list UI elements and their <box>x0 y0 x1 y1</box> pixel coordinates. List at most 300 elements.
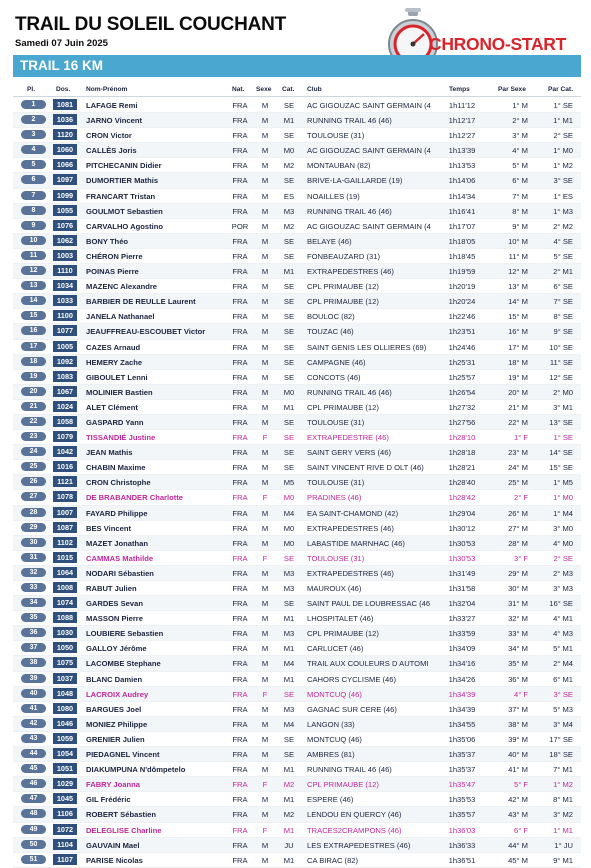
cell-pl: 34 <box>21 598 46 607</box>
cell-pcat: 3° M3 <box>553 584 573 593</box>
cell-nat: FRA <box>232 236 248 246</box>
cell-cat: M1 <box>283 267 295 277</box>
cell-nom: POINAS Pierre <box>86 267 139 277</box>
cell-dos: 1078 <box>53 491 77 502</box>
cell-pcat: 18° SE <box>549 750 573 760</box>
cell-nom: PARISE Nicolas <box>86 855 143 865</box>
cell-cat: M2 <box>283 161 295 171</box>
table-row <box>13 173 581 188</box>
cell-psexe: 26° M <box>508 508 528 518</box>
column-header-par-sexe: Par Sexe <box>498 86 526 93</box>
cell-cat: SE <box>283 463 295 473</box>
cell-nom: JARNO Vincent <box>86 116 142 126</box>
column-header-pl: Pl. <box>27 86 36 93</box>
cell-dos: 1003 <box>53 250 77 261</box>
cell-temps: 1h13'53 <box>448 161 476 171</box>
cell-club: TOULOUSE (31) <box>307 478 365 488</box>
cell-club: TOULOUSE (31) <box>307 131 365 141</box>
cell-nat: FRA <box>232 146 248 156</box>
cell-sexe: M <box>261 146 269 156</box>
cell-nom: MAZENC Alexandre <box>86 282 158 292</box>
cell-nat: FRA <box>232 297 248 307</box>
table-row <box>13 656 581 671</box>
cell-nom: LAFAGE Remi <box>86 101 138 110</box>
table-row <box>13 717 581 732</box>
cell-club: RUNNING TRAIL 46 (46) <box>307 765 392 775</box>
cell-club: AC GIGOUZAC SAINT GERMAIN (4 <box>307 146 431 156</box>
table-row <box>13 475 581 490</box>
cell-psexe: 43° M <box>508 810 528 820</box>
cell-nom: LACOMBE Stephane <box>86 659 161 669</box>
cell-nat: FRA <box>232 825 248 835</box>
cell-pl: 29 <box>21 523 46 532</box>
cell-pcat: 17° SE <box>549 734 573 744</box>
cell-sexe: M <box>261 523 269 533</box>
cell-sexe: M <box>261 357 269 367</box>
cell-pcat: 3° M2 <box>553 810 573 820</box>
cell-temps: 1h34'09 <box>448 644 476 654</box>
cell-nom: BARBIER DE REULLE Laurent <box>86 297 196 307</box>
cell-cat: SE <box>283 342 295 352</box>
cell-nom: JANELA Nathanael <box>86 312 155 322</box>
cell-psexe: 32° M <box>508 614 528 624</box>
table-row <box>13 249 581 264</box>
cell-dos: 1079 <box>53 431 77 442</box>
cell-temps: 1h27'32 <box>448 402 476 412</box>
cell-nom: GIL Frédéric <box>86 795 131 805</box>
cell-dos: 1099 <box>53 190 77 201</box>
cell-pcat: 3° M0 <box>553 523 573 533</box>
cell-temps: 1h11'12 <box>448 101 476 110</box>
cell-pcat: 2° SE <box>553 553 573 563</box>
cell-club: FONBEAUZARD (31) <box>307 251 380 261</box>
cell-pl: 6 <box>21 175 46 184</box>
column-header-dos: Dos. <box>56 86 71 93</box>
table-row <box>13 385 581 400</box>
cell-pcat: 1° SE <box>553 101 573 110</box>
cell-pl: 15 <box>21 311 46 320</box>
cell-psexe: 33° M <box>508 629 528 639</box>
cell-nat: FRA <box>232 734 248 744</box>
cell-pl: 37 <box>21 643 46 652</box>
cell-dos: 1046 <box>53 718 77 729</box>
cell-pcat: 8° M1 <box>553 795 573 805</box>
cell-pcat: 6° SE <box>553 282 573 292</box>
cell-cat: JU <box>284 840 294 850</box>
cell-temps: 1h28'18 <box>448 448 476 458</box>
cell-temps: 1h28'42 <box>448 493 476 503</box>
cell-club: CPL PRIMAUBE (12) <box>307 402 379 412</box>
cell-psexe: 6° M <box>512 176 528 186</box>
cell-sexe: M <box>261 417 269 427</box>
cell-cat: M4 <box>283 659 295 669</box>
table-row <box>13 234 581 249</box>
cell-sexe: M <box>261 629 269 639</box>
table-row <box>13 158 581 173</box>
cell-dos: 1072 <box>53 824 77 835</box>
cell-club: LANGON (33) <box>307 719 355 729</box>
cell-club: CPL PRIMAUBE (12) <box>307 780 379 790</box>
cell-pcat: 4° M1 <box>553 614 573 624</box>
cell-temps: 1h12'17 <box>448 116 476 126</box>
cell-pl: 12 <box>21 266 46 275</box>
cell-cat: M3 <box>283 206 295 216</box>
cell-club: CA BIRAC (82) <box>307 855 359 865</box>
cell-cat: M3 <box>283 568 295 578</box>
cell-pl: 43 <box>21 734 46 743</box>
cell-pl: 28 <box>21 508 46 517</box>
table-row <box>13 460 581 475</box>
cell-dos: 1087 <box>53 522 77 533</box>
column-header-cat: Cat. <box>282 86 295 93</box>
cell-sexe: M <box>261 795 269 805</box>
cell-club: TOUZAC (46) <box>307 327 354 337</box>
cell-pcat: 3° SE <box>553 176 573 186</box>
cell-nat: FRA <box>232 267 248 277</box>
cell-psexe: 3° F <box>513 553 528 563</box>
cell-sexe: M <box>261 267 269 277</box>
cell-nom: CAZES Arnaud <box>86 342 141 352</box>
cell-sexe: M <box>261 191 269 201</box>
cell-pcat: 16° SE <box>549 599 573 609</box>
cell-temps: 1h27'56 <box>448 417 476 427</box>
cell-temps: 1h35'53 <box>448 795 476 805</box>
cell-pcat: 2° M1 <box>553 267 573 277</box>
results-table <box>13 98 581 868</box>
cell-nom: MASSON Pierre <box>86 614 143 624</box>
cell-pcat: 4° M0 <box>553 538 573 548</box>
cell-pl: 36 <box>21 628 46 637</box>
cell-temps: 1h33'27 <box>448 614 476 624</box>
cell-club: BRIVE-LA-GAILLARDE (19) <box>307 176 403 186</box>
cell-club: RUNNING TRAIL 46 (46) <box>307 116 392 126</box>
table-row <box>13 128 581 143</box>
cell-cat: SE <box>283 689 295 699</box>
cell-nom: GAUVAIN Mael <box>86 840 140 850</box>
cell-club: BOULOC (82) <box>307 312 355 322</box>
column-header-nom: Nom-Prénom <box>86 86 128 93</box>
cell-temps: 1h29'04 <box>448 508 476 518</box>
cell-pl: 49 <box>21 825 46 834</box>
cell-nat: FRA <box>232 131 248 141</box>
cell-cat: M0 <box>283 538 295 548</box>
cell-pcat: 5° SE <box>553 251 573 261</box>
cell-temps: 1h19'59 <box>448 267 476 277</box>
cell-pcat: 9° SE <box>553 327 573 337</box>
cell-nom: RABUT Julien <box>86 584 137 593</box>
cell-sexe: M <box>261 251 269 261</box>
table-row <box>13 687 581 702</box>
cell-nom: DIAKUMPUNA N'dômpetelo <box>86 765 186 775</box>
cell-nat: FRA <box>232 795 248 805</box>
cell-pcat: 9° M1 <box>553 855 573 865</box>
cell-pcat: 1° M0 <box>553 146 573 156</box>
cell-cat: SE <box>283 750 295 760</box>
cell-cat: M1 <box>283 116 295 126</box>
cell-dos: 1097 <box>53 174 77 185</box>
table-row <box>13 626 581 641</box>
cell-cat: M1 <box>283 614 295 624</box>
cell-sexe: F <box>262 493 268 503</box>
cell-nat: FRA <box>232 357 248 367</box>
cell-nom: PIEDAGNEL Vincent <box>86 750 160 760</box>
cell-pl: 3 <box>21 130 46 139</box>
cell-dos: 1088 <box>53 612 77 623</box>
cell-psexe: 29° M <box>508 568 528 578</box>
cell-pl: 27 <box>21 492 46 501</box>
cell-nom: BARGUES Joel <box>86 704 142 714</box>
cell-club: TRAIL AUX COULEURS D AUTOMI <box>307 659 429 669</box>
table-row <box>13 415 581 430</box>
cell-sexe: M <box>261 719 269 729</box>
cell-pl: 17 <box>21 342 46 351</box>
cell-nom: GASPARD Yann <box>86 417 144 427</box>
table-row <box>13 823 581 838</box>
cell-sexe: M <box>261 674 269 684</box>
cell-sexe: M <box>261 644 269 654</box>
cell-dos: 1104 <box>53 839 77 850</box>
cell-cat: SE <box>283 734 295 744</box>
column-header-club: Club <box>307 86 322 93</box>
cell-temps: 1h34'39 <box>448 704 476 714</box>
cell-temps: 1h17'07 <box>448 221 476 231</box>
cell-pl: 40 <box>21 689 46 698</box>
cell-temps: 1h34'26 <box>448 674 476 684</box>
cell-nat: FRA <box>232 101 248 110</box>
cell-nom: DELEGLISE Charline <box>86 825 162 835</box>
table-row <box>13 445 581 460</box>
cell-club: AC GIGOUZAC SAINT GERMAIN (4 <box>307 101 431 110</box>
cell-club: EXTRAPEDESTRES (46) <box>307 267 394 277</box>
cell-nom: NODARI Sébastien <box>86 568 154 578</box>
cell-sexe: M <box>261 312 269 322</box>
cell-pl: 2 <box>21 115 46 124</box>
cell-nat: FRA <box>232 312 248 322</box>
cell-dos: 1042 <box>53 446 77 457</box>
cell-nom: CRON Christophe <box>86 478 151 488</box>
cell-club: EXTRAPEDESTRE (46) <box>307 433 389 443</box>
cell-temps: 1h20'19 <box>448 282 476 292</box>
cell-pl: 4 <box>21 145 46 154</box>
cell-pl: 25 <box>21 462 46 471</box>
cell-dos: 1120 <box>53 129 77 140</box>
cell-nom: GOULMOT Sebastien <box>86 206 163 216</box>
cell-club: MONTCUQ (46) <box>307 689 362 699</box>
cell-dos: 1005 <box>53 341 77 352</box>
cell-psexe: 3° M <box>512 131 528 141</box>
cell-sexe: M <box>261 463 269 473</box>
cell-psexe: 24° M <box>508 463 528 473</box>
cell-pcat: 2° M2 <box>553 221 573 231</box>
cell-pl: 16 <box>21 326 46 335</box>
cell-nom: PITCHECANIN Didier <box>86 161 162 171</box>
cell-nom: DUMORTIER Mathis <box>86 176 159 186</box>
table-row <box>13 777 581 792</box>
cell-pcat: 1° JU <box>554 840 573 850</box>
cell-dos: 1077 <box>53 325 77 336</box>
table-row <box>13 702 581 717</box>
event-date: Samedi 07 Juin 2025 <box>15 38 108 49</box>
column-header-nat: Nat. <box>232 86 245 93</box>
cell-nat: FRA <box>232 750 248 760</box>
race-banner <box>13 55 581 77</box>
cell-dos: 1050 <box>53 642 77 653</box>
cell-temps: 1h30'53 <box>448 538 476 548</box>
cell-cat: SE <box>283 251 295 261</box>
table-row <box>13 566 581 581</box>
cell-nom: GRENIER Julien <box>86 734 145 744</box>
cell-club: TOULOUSE (31) <box>307 417 365 427</box>
table-row <box>13 596 581 611</box>
cell-dos: 1036 <box>53 114 77 125</box>
cell-dos: 1033 <box>53 295 77 306</box>
cell-dos: 1064 <box>53 567 77 578</box>
cell-temps: 1h25'57 <box>448 372 476 382</box>
cell-pcat: 13° SE <box>549 417 573 427</box>
cell-pl: 20 <box>21 387 46 396</box>
table-row <box>13 204 581 219</box>
cell-pcat: 1° SE <box>553 433 573 443</box>
cell-psexe: 10° M <box>508 236 528 246</box>
cell-sexe: M <box>261 734 269 744</box>
cell-temps: 1h13'39 <box>448 146 476 156</box>
cell-nom: FAYARD Philippe <box>86 508 148 518</box>
cell-pl: 14 <box>21 296 46 305</box>
cell-pcat: 14° SE <box>549 448 573 458</box>
cell-club: ESPERE (46) <box>307 795 354 805</box>
cell-pl: 23 <box>21 432 46 441</box>
cell-nat: FRA <box>232 689 248 699</box>
cell-psexe: 2° M <box>512 116 528 126</box>
table-header <box>13 84 581 97</box>
cell-pl: 5 <box>21 160 46 169</box>
cell-nat: FRA <box>232 478 248 488</box>
cell-pcat: 5° M3 <box>553 704 573 714</box>
cell-cat: M1 <box>283 855 295 865</box>
cell-dos: 1058 <box>53 416 77 427</box>
cell-cat: SE <box>283 357 295 367</box>
table-row <box>13 113 581 128</box>
cell-sexe: F <box>262 553 268 563</box>
cell-pl: 48 <box>21 809 46 818</box>
cell-pl: 38 <box>21 658 46 667</box>
cell-cat: SE <box>283 327 295 337</box>
cell-psexe: 4° F <box>513 689 528 699</box>
cell-pl: 26 <box>21 477 46 486</box>
cell-pcat: 3° M4 <box>553 719 573 729</box>
cell-psexe: 11° M <box>508 251 528 261</box>
cell-dos: 1024 <box>53 401 77 412</box>
cell-temps: 1h16'41 <box>448 206 476 216</box>
cell-club: LENDOU EN QUERCY (46) <box>307 810 402 820</box>
cell-club: GAGNAC SUR CERE (46) <box>307 704 397 714</box>
cell-dos: 1016 <box>53 461 77 472</box>
cell-cat: SE <box>283 433 295 443</box>
cell-cat: SE <box>283 282 295 292</box>
cell-temps: 1h18'05 <box>448 236 476 246</box>
cell-nat: FRA <box>232 629 248 639</box>
page-title: TRAIL DU SOLEIL COUCHANT <box>15 14 287 35</box>
cell-psexe: 1° F <box>513 433 528 443</box>
table-row <box>13 294 581 309</box>
cell-pl: 35 <box>21 613 46 622</box>
cell-dos: 1074 <box>53 597 77 608</box>
cell-pcat: 1° ES <box>553 191 573 201</box>
cell-nat: FRA <box>232 855 248 865</box>
cell-temps: 1h31'58 <box>448 584 476 593</box>
cell-nat: FRA <box>232 674 248 684</box>
cell-pcat: 4° M3 <box>553 629 573 639</box>
cell-cat: M2 <box>283 221 295 231</box>
cell-nom: LACROIX Audrey <box>86 689 149 699</box>
cell-psexe: 39° M <box>508 734 528 744</box>
cell-pl: 46 <box>21 779 46 788</box>
cell-pcat: 10° SE <box>549 342 573 352</box>
cell-club: BELAYE (46) <box>307 236 352 246</box>
cell-psexe: 16° M <box>508 327 528 337</box>
cell-sexe: M <box>261 327 269 337</box>
cell-psexe: 5° M <box>512 161 528 171</box>
cell-sexe: F <box>262 433 268 443</box>
cell-pcat: 2° M0 <box>553 387 573 397</box>
cell-pl: 30 <box>21 538 46 547</box>
cell-dos: 1051 <box>53 763 77 774</box>
cell-pl: 42 <box>21 719 46 728</box>
cell-sexe: M <box>261 297 269 307</box>
cell-nat: FRA <box>232 402 248 412</box>
cell-psexe: 21° M <box>508 402 528 412</box>
cell-sexe: M <box>261 206 269 216</box>
table-row <box>13 189 581 204</box>
cell-temps: 1h22'46 <box>448 312 476 322</box>
cell-sexe: M <box>261 342 269 352</box>
cell-nom: JEAN Mathis <box>86 448 133 458</box>
cell-nat: FRA <box>232 342 248 352</box>
cell-temps: 1h28'21 <box>448 463 476 473</box>
cell-psexe: 14° M <box>508 297 528 307</box>
cell-pcat: 3° SE <box>553 689 573 699</box>
cell-nom: FRANCART Tristan <box>86 191 156 201</box>
cell-nom: CRON Victor <box>86 131 132 141</box>
cell-dos: 1037 <box>53 673 77 684</box>
cell-cat: M1 <box>283 765 295 775</box>
cell-nat: FRA <box>232 493 248 503</box>
table-row <box>13 98 581 113</box>
cell-temps: 1h18'45 <box>448 251 476 261</box>
cell-sexe: M <box>261 402 269 412</box>
table-row <box>13 143 581 158</box>
table-row <box>13 792 581 807</box>
cell-cat: SE <box>283 372 295 382</box>
cell-cat: M4 <box>283 508 295 518</box>
cell-psexe: 42° M <box>508 795 528 805</box>
cell-pcat: 12° SE <box>549 372 573 382</box>
cell-club: RUNNING TRAIL 46 (46) <box>307 387 392 397</box>
table-row <box>13 370 581 385</box>
cell-pl: 21 <box>21 402 46 411</box>
cell-cat: M1 <box>283 674 295 684</box>
table-row <box>13 490 581 505</box>
cell-nat: FRA <box>232 553 248 563</box>
cell-club: EXTRAPEDESTRES (46) <box>307 523 394 533</box>
cell-dos: 1059 <box>53 733 77 744</box>
cell-sexe: M <box>261 221 269 231</box>
cell-psexe: 38° M <box>508 719 528 729</box>
cell-dos: 1030 <box>53 627 77 638</box>
cell-psexe: 44° M <box>508 840 528 850</box>
cell-pcat: 1° M2 <box>553 161 573 171</box>
cell-club: TOULOUSE (31) <box>307 553 365 563</box>
